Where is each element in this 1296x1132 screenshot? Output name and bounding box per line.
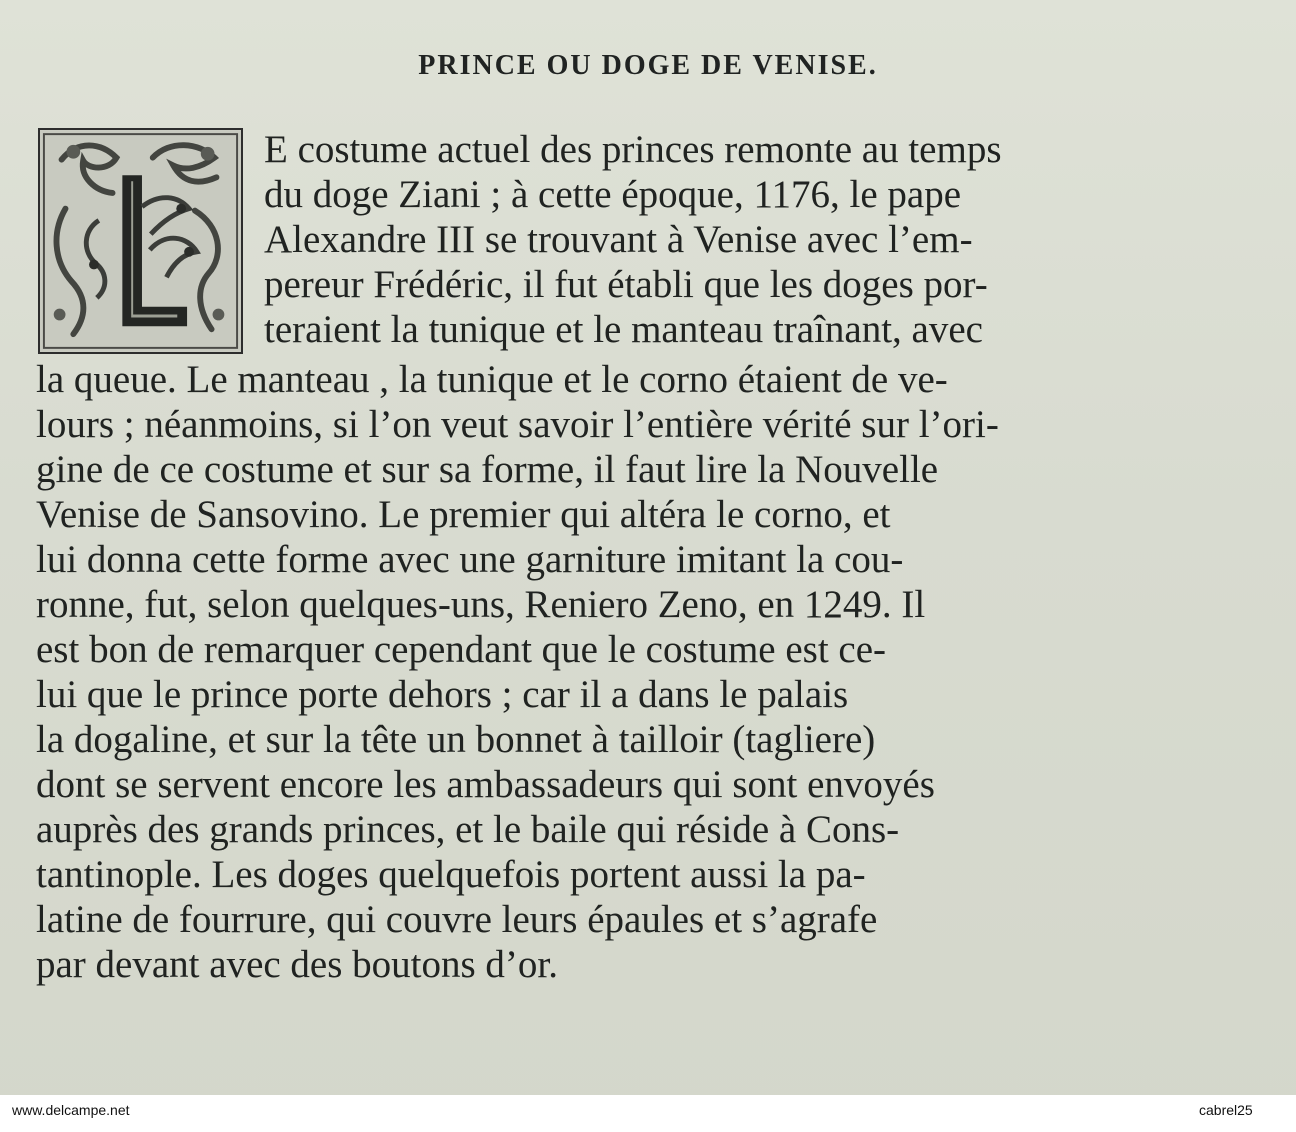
body-line-3: Alexandre III se trouvant à Venise avec l’em- [264,218,973,261]
body-line-12: est bon de remarquer cependant que le costume est ce- [36,628,887,671]
body-line-15: dont se servent encore les ambassadeurs qui sont envoyés [36,763,935,806]
body-line-9: Venise de Sansovino. Le premier qui altéra le corno, et [36,493,891,536]
body-line-5: teraient la tunique et le manteau traînant, avec [264,308,983,351]
body-line-1: E costume actuel des princes remonte au temps [264,128,1002,171]
body-line-18: latine de fourrure, qui couvre leurs épaules et s’agrafe [36,898,878,941]
body-line-13: lui que le prince porte dehors ; car il a dans le palais [36,673,849,716]
page-title: PRINCE OU DOGE DE VENISE. [418,50,878,81]
body-line-8: gine de ce costume et sur sa forme, il faut lire la Nouvelle [36,448,939,491]
body-line-19: par devant avec des boutons d’or. [36,943,559,986]
body-line-16: auprès des grands princes, et le baile qui réside à Cons- [36,808,900,851]
body-line-6: la queue. Le manteau , la tunique et le corno étaient de ve- [36,358,948,401]
body-line-11: ronne, fut, selon quelques-uns, Reniero Zeno, en 1249. Il [36,583,926,626]
body-line-7: lours ; néanmoins, si l’on veut savoir l’entière vérité sur l’ori- [36,403,999,446]
body-line-10: lui donna cette forme avec une garniture imitant la cou- [36,538,904,581]
body-line-17: tantinople. Les doges quelquefois portent aussi la pa- [36,853,866,896]
footer-left-label: www.delcampe.net [12,1102,130,1118]
footer-right-label: cabrel25 [1199,1102,1253,1118]
body-line-14: la dogaline, et sur la tête un bonnet à tailloir (tagliere) [36,718,876,761]
footer-bar [0,1095,1296,1132]
body-line-4: pereur Frédéric, il fut établi que les doges por- [264,263,988,306]
body-line-2: du doge Ziani ; à cette époque, 1176, le pape [264,173,962,216]
